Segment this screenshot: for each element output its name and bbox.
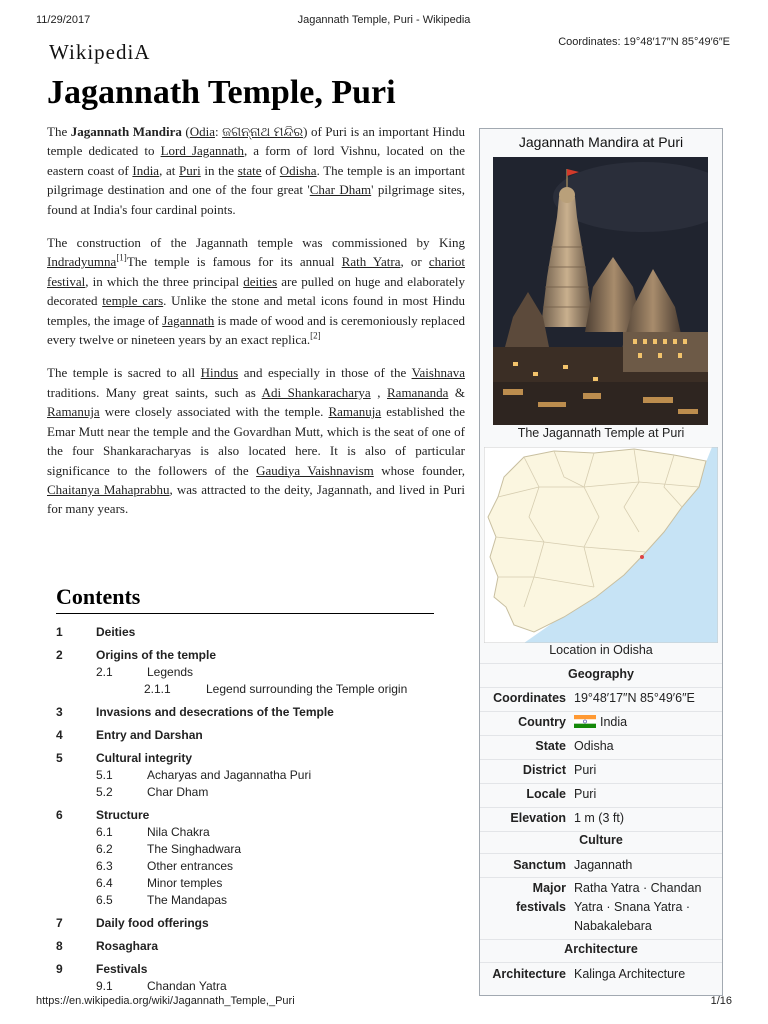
photo-caption: The Jagannath Temple at Puri [517, 426, 685, 440]
link-char-dham[interactable]: Char Dham [309, 182, 372, 198]
toc-label[interactable]: Invasions and desecrations of the Temple [96, 705, 334, 719]
toc-number: 6.2 [96, 842, 113, 856]
toc-item[interactable] [56, 727, 434, 744]
toc-label[interactable]: Char Dham [147, 785, 209, 799]
link-ramanuja-2[interactable]: Ramanuja [328, 404, 382, 420]
link-hindus[interactable]: Hindus [200, 365, 239, 381]
architecture-heading: Architecture [564, 942, 638, 956]
toc-number: 9 [56, 962, 63, 976]
toc-label[interactable]: Deities [96, 625, 136, 639]
citation-2[interactable]: [2] [310, 330, 321, 341]
architecture-label: Architecture [492, 967, 566, 981]
festivals-value: Ratha Yatra · Chandan Yatra · Snana Yatra · Nabakalebara [574, 881, 702, 933]
toc-label[interactable]: Other entrances [147, 859, 234, 873]
toc-subitem[interactable] [56, 784, 434, 801]
coordinates-value[interactable]: 19°48′17″N 85°49′6″E [574, 691, 695, 705]
toc-label[interactable]: Festivals [96, 962, 148, 976]
toc-group [56, 750, 434, 801]
toc-item[interactable] [56, 938, 434, 955]
toc-subitem[interactable] [56, 664, 434, 681]
article-body [47, 122, 465, 533]
state-value[interactable]: Odisha [574, 739, 614, 753]
toc-number: 5.1 [96, 768, 113, 782]
paragraph-sacred: The temple is sacred to all Hindus and especially in those of the Vaishnava traditions. Many great saints, such as Adi Shankaracharya , Ramananda & Ramanuja were closely associated with the temple. Ramanuja established the Emar Mutt near the temple and the Govardhan Mutt, which is the seat of one of the four Shankaracharyas is also located here. It is also of particular significance to the followers of the Gaudiya Vaishnavism whose founder, Chaitanya Mahaprabhu, was attracted to the deity, Jagannath, and lived in Puri for many years. [47, 365, 466, 517]
location-marker [640, 555, 644, 559]
toc-subitem[interactable] [56, 858, 434, 875]
toc-label[interactable]: Cultural integrity [96, 751, 193, 765]
toc-number: 6 [56, 808, 63, 822]
odisha-location-map[interactable] [484, 447, 718, 643]
toc-number: 7 [56, 916, 63, 930]
toc-number: 3 [56, 705, 63, 719]
toc-label[interactable]: Rosaghara [96, 939, 159, 953]
toc-group [56, 704, 434, 721]
link-vaishnava[interactable]: Vaishnava [411, 365, 465, 381]
festivals-label: Major festivals [515, 881, 566, 914]
link-puri[interactable]: Puri [179, 162, 201, 178]
coordinates-label: Coordinates [493, 691, 566, 705]
link-state[interactable]: state [237, 162, 262, 178]
toc-item[interactable] [56, 750, 434, 767]
toc-number: 6.5 [96, 893, 113, 907]
toc-group [56, 807, 434, 909]
toc-subitem[interactable] [56, 681, 434, 698]
toc-number: 4 [56, 728, 63, 742]
toc-subitem[interactable] [56, 841, 434, 858]
district-value[interactable]: Puri [574, 763, 597, 777]
link-lord-jagannath[interactable]: Lord Jagannath [160, 143, 244, 159]
toc-number: 8 [56, 939, 63, 953]
toc-title: Contents [56, 584, 434, 614]
toc-number: 5.2 [96, 785, 113, 799]
toc-subitem[interactable] [56, 875, 434, 892]
map-caption: Location in Odisha [549, 643, 653, 657]
print-page-number: 1/16 [710, 995, 732, 1007]
toc-item[interactable] [56, 961, 434, 978]
toc-number: 2 [56, 648, 63, 662]
toc-subitem[interactable] [56, 978, 434, 995]
toc-number: 6.3 [96, 859, 113, 873]
toc-label[interactable]: Acharyas and Jagannatha Puri [147, 768, 312, 782]
culture-heading: Culture [579, 833, 623, 847]
toc-number: 9.1 [96, 979, 113, 993]
toc-number: 6.4 [96, 876, 113, 890]
toc-label[interactable]: Legend surrounding the Temple origin [206, 682, 408, 696]
toc-subitem[interactable] [56, 824, 434, 841]
citation-1[interactable]: [1] [116, 253, 127, 264]
country-label: Country [518, 715, 566, 729]
toc-label[interactable]: Legends [147, 665, 194, 679]
toc-number: 5 [56, 751, 63, 765]
toc-label[interactable]: The Mandapas [147, 893, 228, 907]
toc-item[interactable] [56, 807, 434, 824]
link-odisha[interactable]: Odisha [279, 162, 317, 178]
wikipedia-logo[interactable]: WikipediA [49, 40, 151, 64]
toc-label[interactable]: The Singhadwara [147, 842, 242, 856]
state-label: State [535, 739, 566, 753]
india-flag-icon [574, 715, 596, 728]
toc-label[interactable]: Entry and Darshan [96, 728, 203, 742]
toc-list [56, 624, 434, 995]
toc-group [56, 647, 434, 698]
toc-item[interactable] [56, 647, 434, 664]
link-temple-cars[interactable]: temple cars [102, 293, 164, 309]
coordinates-top[interactable]: Coordinates: 19°48′17″N 85°49′6″E [558, 36, 730, 48]
country-value[interactable]: India [600, 715, 628, 729]
toc-group [56, 624, 434, 641]
toc-group [56, 915, 434, 932]
toc-number: 2.1.1 [144, 682, 171, 696]
paragraph-intro: The Jagannath Mandira (Odia: ଜଗନ୍ନାଥ ମନ୍ଦିର) of Puri is an important Hindu temple dedicated to Lord Jagannath, a form of lord Vishnu, located on the eastern coast of India, at Puri in the state of Odisha. The temple is an important pilgrimage destination and one of the four great 'Char Dham' pilgrimage sites, found at India's four cardinal points. [47, 124, 465, 217]
locale-label: Locale [526, 787, 566, 801]
toc-subitem[interactable] [56, 892, 434, 909]
toc-group [56, 938, 434, 955]
link-chaitanya-mahaprabhu[interactable]: Chaitanya Mahaprabhu [47, 481, 170, 497]
link-india[interactable]: India [132, 162, 160, 178]
link-adi-shankaracharya[interactable]: Adi Shankaracharya [261, 384, 371, 400]
table-of-contents [56, 584, 434, 1001]
elevation-value: 1 m (3 ft) [574, 811, 625, 825]
link-ramanuja[interactable]: Ramanuja [47, 404, 100, 420]
toc-number: 6.1 [96, 825, 113, 839]
toc-item[interactable] [56, 704, 434, 721]
infobox [479, 128, 723, 996]
infobox-caption: Jagannath Mandira at Puri [518, 134, 684, 150]
print-title: Jagannath Temple, Puri - Wikipedia [297, 14, 471, 26]
link-odia[interactable]: Odia [189, 124, 215, 139]
architecture-value[interactable]: Kalinga Architecture [574, 967, 686, 981]
geography-heading: Geography [568, 667, 634, 681]
link-indradyumna[interactable]: Indradyumna [47, 254, 117, 270]
sanctum-value: Jagannath [574, 858, 633, 872]
link-ramananda[interactable]: Ramananda [387, 384, 449, 400]
print-date: 11/29/2017 [36, 14, 91, 26]
toc-number: 1 [56, 625, 63, 639]
link-deities[interactable]: deities [243, 273, 278, 289]
temple-photo[interactable] [493, 157, 708, 425]
toc-label[interactable]: Minor temples [147, 876, 223, 890]
toc-group [56, 961, 434, 995]
toc-item[interactable] [56, 915, 434, 932]
link-jagannath[interactable]: Jagannath [162, 312, 215, 328]
link-rath-yatra[interactable]: Rath Yatra [341, 254, 401, 270]
toc-label[interactable]: Nila Chakra [147, 825, 210, 839]
toc-label[interactable]: Daily food offerings [96, 916, 209, 930]
toc-label[interactable]: Origins of the temple [96, 648, 217, 662]
toc-subitem[interactable] [56, 767, 434, 784]
toc-label[interactable]: Structure [96, 808, 150, 822]
elevation-label: Elevation [510, 811, 566, 825]
link-gaudiya-vaishnavism[interactable]: Gaudiya Vaishnavism [256, 462, 374, 478]
locale-value[interactable]: Puri [574, 787, 597, 801]
toc-group [56, 727, 434, 744]
link-chariot-festival[interactable]: chariot festival [47, 254, 465, 289]
sanctum-label: Sanctum [513, 858, 566, 872]
paragraph-construction: The construction of the Jagannath temple was commissioned by King Indradyumna[1]The temple is famous for its annual Rath Yatra, or chariot festival, in which the three principal deities are pulled on huge and elaborately decorated temple cars. Unlike the stone and metal icons found in most Hindu temples, the image of Jagannath is made of wood and is ceremoniously replaced every twelve or nineteen years by an exact replica.[2] [47, 235, 465, 348]
page-title: Jagannath Temple, Puri [47, 74, 396, 111]
district-label: District [522, 763, 566, 777]
toc-label[interactable]: Chandan Yatra [147, 979, 227, 993]
print-url: https://en.wikipedia.org/wiki/Jagannath_Temple,_Puri [36, 995, 295, 1007]
toc-number: 2.1 [96, 665, 113, 679]
link-odia-script[interactable]: ଜଗନ୍ନାଥ ମନ୍ଦିର [222, 124, 304, 139]
toc-item[interactable] [56, 624, 434, 641]
